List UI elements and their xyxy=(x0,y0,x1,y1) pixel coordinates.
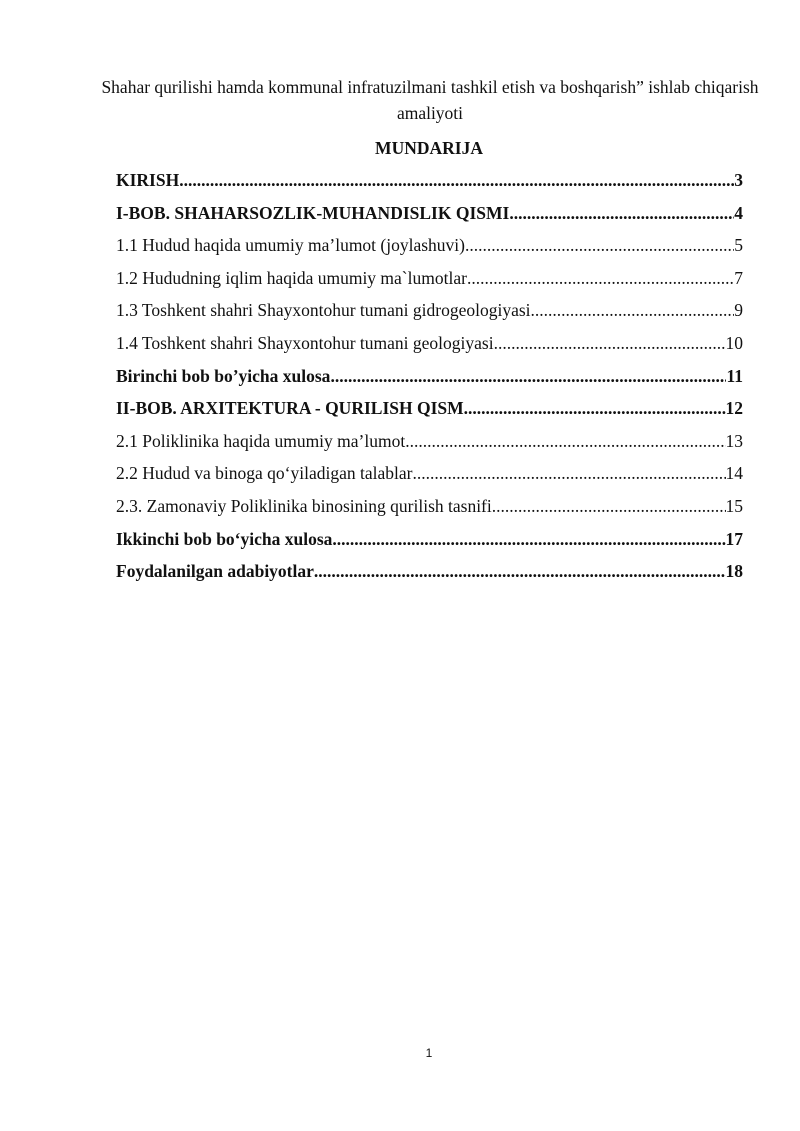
toc-entry[interactable] xyxy=(116,365,743,398)
toc-entry-page: 18 xyxy=(725,561,743,582)
toc-entry[interactable] xyxy=(116,397,743,430)
toc-entry[interactable] xyxy=(116,202,743,235)
toc-entry-title: 1.4 Toshkent shahri Shayxontohur tumani geologiyasi xyxy=(116,332,494,353)
toc-entry-page: 7 xyxy=(734,267,743,288)
toc-entry-title: 1.1 Hudud haqida umumiy ma’lumot (joylashuvi) xyxy=(116,235,465,256)
toc-dot-leader xyxy=(412,462,725,484)
toc-entry-title: 1.2 Hududning iqlim haqida umumiy ma`lumotlar xyxy=(116,267,467,288)
toc-entry-title: II-BOB. ARXITEKTURA - QURILISH QISM xyxy=(116,398,464,419)
toc-entry[interactable] xyxy=(116,528,743,561)
toc-dot-leader xyxy=(531,299,735,321)
toc-entry-page: 11 xyxy=(726,365,743,386)
toc-entry-page: 10 xyxy=(725,332,743,353)
toc-dot-leader xyxy=(405,430,725,452)
toc-entry-page: 12 xyxy=(725,398,743,419)
document-subtitle: Shahar qurilishi hamda kommunal infratuzilmani tashkil etish va boshqarish” ishlab chiqarish amaliyoti xyxy=(101,77,759,123)
toc-dot-leader xyxy=(492,495,726,517)
toc-entry[interactable] xyxy=(116,560,743,593)
toc-dot-leader xyxy=(332,528,725,550)
toc-entry-page: 15 xyxy=(725,495,743,516)
toc-entry[interactable] xyxy=(116,267,743,300)
toc-entry[interactable] xyxy=(116,332,743,365)
toc-heading: MUNDARIJA xyxy=(375,138,483,158)
toc-dot-leader xyxy=(465,234,734,256)
toc-entry[interactable] xyxy=(116,299,743,332)
table-of-contents xyxy=(116,169,743,593)
toc-entry-title: 2.3. Zamonaviy Poliklinika binosining qurilish tasnifi xyxy=(116,495,492,516)
toc-entry[interactable] xyxy=(116,462,743,495)
toc-entry[interactable] xyxy=(116,430,743,463)
toc-entry-title: I-BOB. SHAHARSOZLIK-MUHANDISLIK QISMI xyxy=(116,202,510,223)
toc-entry[interactable] xyxy=(116,169,743,202)
toc-entry-title: 1.3 Toshkent shahri Shayxontohur tumani gidrogeologiyasi xyxy=(116,300,531,321)
toc-entry-page: 9 xyxy=(734,300,743,321)
toc-entry-page: 17 xyxy=(725,528,743,549)
toc-dot-leader xyxy=(509,202,734,224)
page-number: 1 xyxy=(425,1046,433,1060)
toc-entry-title: KIRISH xyxy=(116,170,180,190)
toc-dot-leader xyxy=(179,169,734,191)
toc-entry-page: 3 xyxy=(734,170,743,190)
toc-entry-page: 13 xyxy=(725,430,743,451)
toc-dot-leader xyxy=(314,560,726,582)
toc-entry-title: 2.2 Hudud va binoga qo‘yiladigan talablar xyxy=(116,463,413,484)
toc-dot-leader xyxy=(494,332,726,354)
toc-entry[interactable] xyxy=(116,495,743,528)
toc-dot-leader xyxy=(330,365,726,387)
toc-entry-page: 4 xyxy=(734,202,743,223)
toc-entry-title: Foydalanilgan adabiyotlar xyxy=(116,561,314,582)
toc-dot-leader xyxy=(467,267,734,289)
toc-entry-title: 2.1 Poliklinika haqida umumiy ma’lumot xyxy=(116,430,406,451)
toc-dot-leader xyxy=(464,397,726,419)
toc-entry[interactable] xyxy=(116,234,743,267)
toc-entry-title: Ikkinchi bob bo‘yicha xulosa xyxy=(116,528,333,549)
toc-entry-title: Birinchi bob bo’yicha xulosa xyxy=(116,365,331,386)
toc-entry-page: 14 xyxy=(725,463,743,484)
toc-entry-page: 5 xyxy=(734,235,743,256)
